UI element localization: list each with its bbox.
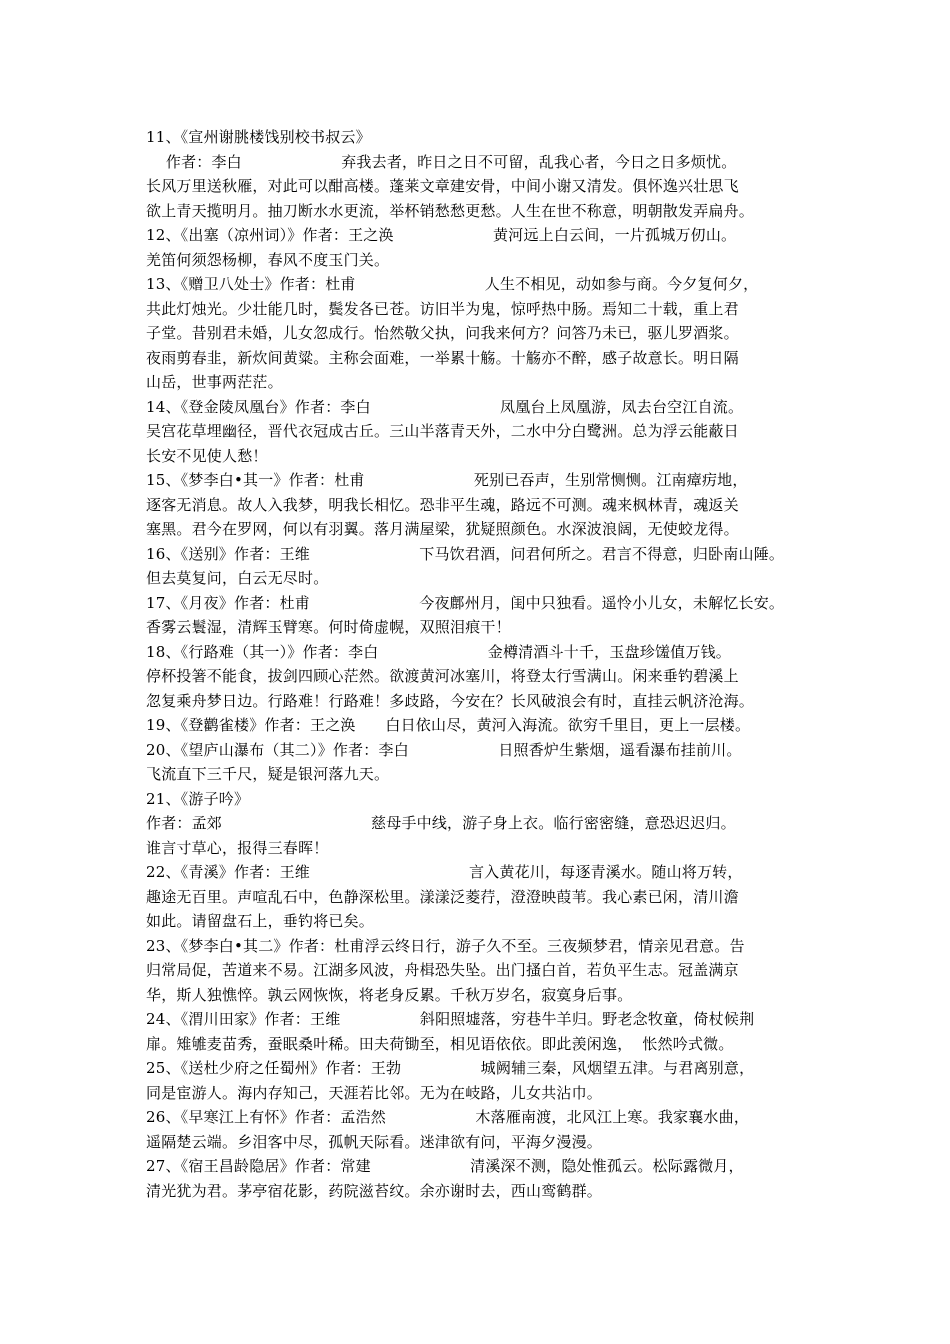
text-line: 长风万里送秋雁，对此可以酣高楼。蓬莱文章建安骨，中间小谢又清发。俱怀逸兴壮思飞 <box>146 177 739 195</box>
text-line: 清光犹为君。茅亭宿花影，药院滋苔纹。余亦谢时去，西山鸾鹤群。 <box>146 1181 603 1200</box>
text-line: 24、《渭川田家》作者：王维 斜阳照墟落，穷巷牛羊归。野老念牧童，倚杖候荆 <box>146 1010 755 1028</box>
text-line: 子堂。昔别君未婚，儿女忽成行。怡然敬父执，问我来何方？问答乃未已，驱儿罗酒浆。 <box>146 324 739 342</box>
text-line: 遥隔楚云端。乡泪客中尽，孤帆天际看。迷津欲有问，平海夕漫漫。 <box>146 1132 603 1151</box>
text-line: 停杯投箸不能食，拔剑四顾心茫然。欲渡黄河冰塞川，将登太行雪满山。闲来垂钓碧溪上 <box>146 667 739 685</box>
text-line: 谁言寸草心，报得三春晖！ <box>146 838 329 857</box>
text-line: 忽复乘舟梦日边。行路难！行路难！多歧路，今安在？长风破浪会有时，直挂云帆济沧海。 <box>146 691 755 710</box>
text-line: 归常局促，苦道来不易。江湖多风波，舟楫恐失坠。出门搔白首，若负平生志。冠盖满京 <box>146 961 739 979</box>
poem-text-body <box>146 125 826 1203</box>
text-line: 扉。雉雊麦苗秀，蚕眠桑叶稀。田夫荷锄至，相见语依依。即此羡闲逸， 怅然吟式微。 <box>146 1034 734 1053</box>
text-line: 但去莫复问，白云无尽时。 <box>146 569 329 587</box>
text-line: 11、《宣州谢朓楼饯别校书叔云》 <box>146 128 371 146</box>
text-line: 23、《梦李白•其二》作者：杜甫浮云终日行，游子久不至。三夜频梦君，情亲见君意。告 <box>146 936 745 955</box>
text-line: 27、《宿王昌龄隐居》作者：常建 清溪深不测，隐处惟孤云。松际露微月， <box>146 1157 744 1175</box>
text-line: 塞黑。君今在罗网，何以有羽翼。落月满屋梁，犹疑照颜色。水深波浪阔，无使蛟龙得。 <box>146 520 739 538</box>
text-line: 长安不见使人愁！ <box>146 446 268 465</box>
text-line: 华，斯人独憔悴。孰云网恢恢，将老身反累。千秋万岁名，寂寞身后事。 <box>146 985 633 1004</box>
text-line: 欲上青天揽明月。抽刀断水水更流，举杯销愁愁更愁。人生在世不称意，明朝散发弄扁舟。 <box>146 201 755 220</box>
text-line: 飞流直下三千尺，疑是银河落九天。 <box>146 765 390 783</box>
text-line: 如此。请留盘石上，垂钓将已矣。 <box>146 912 375 930</box>
text-line: 17、《月夜》作者：杜甫 今夜鄜州月，闺中只独看。遥怜小儿女，未解忆长安。 <box>146 593 785 612</box>
text-line: 15、《梦李白•其一》作者：杜甫 死别已吞声，生别常恻恻。江南瘴疠地， <box>146 471 748 489</box>
text-line: 作者：孟郊 慈母手中线，游子身上衣。临行密密缝，意恐迟迟归。 <box>146 814 736 832</box>
text-line: 同是宦游人。海内存知己，天涯若比邻。无为在岐路，儿女共沾巾。 <box>146 1083 603 1102</box>
text-line: 逐客无消息。故人入我梦，明我长相忆。恐非平生魂，路远不可测。魂来枫林青，魂返关 <box>146 495 739 514</box>
text-line: 16、《送别》作者：王维 下马饮君酒，问君何所之。君言不得意，归卧南山陲。 <box>146 544 785 563</box>
text-line: 羌笛何须怨杨柳，春风不度玉门关。 <box>146 250 390 269</box>
text-line: 山岳，世事两茫茫。 <box>146 373 283 391</box>
text-line: 吴宫花草埋幽径，晋代衣冠成古丘。三山半落青天外，二水中分白鹭洲。总为浮云能蔽日 <box>146 422 739 440</box>
text-line: 18、《行路难（其一）》作者：李白 金樽清酒斗十千，玉盘珍馐值万钱。 <box>146 642 731 661</box>
text-line: 14、《登金陵凤凰台》作者：李白 凤凰台上凤凰游，凤去台空江自流。 <box>146 397 744 416</box>
text-line: 夜雨剪春韭，新炊间黄粱。主称会面难，一举累十觞。十觞亦不醉，感子故意长。明日隔 <box>146 348 739 367</box>
text-line: 12、《出塞（凉州词）》作者：王之涣 黄河远上白云间，一片孤城万仞山。 <box>146 226 737 244</box>
text-line: 共此灯烛光。少壮能几时，鬓发各已苍。访旧半为鬼，惊呼热中肠。焉知二十载，重上君 <box>146 299 739 318</box>
text-line: 21、《游子吟》 <box>146 789 250 808</box>
text-line: 22、《青溪》作者：王维 言入黄花川，每逐青溪水。随山将万转， <box>146 863 743 881</box>
text-line: 20、《望庐山瀑布（其二）》作者：李白 日照香炉生紫烟，遥看瀑布挂前川。 <box>146 740 742 759</box>
text-line: 作者：李白 弃我去者，昨日之日不可留，乱我心者，今日之日多烦忧。 <box>146 152 737 171</box>
text-line: 香雾云鬟湿，清辉玉臂寒。何时倚虚幌，双照泪痕干！ <box>146 618 511 636</box>
text-line: 19、《登鹳雀楼》作者：王之涣 白日依山尽，黄河入海流。欲穷千里目，更上一层楼。 <box>146 716 751 734</box>
text-line: 25、《送杜少府之任蜀州》作者：王勃 城阙辅三秦，风烟望五津。与君离别意， <box>146 1059 755 1077</box>
text-line: 26、《早寒江上有怀》作者：孟浩然 木落雁南渡，北风江上寒。我家襄水曲， <box>146 1108 750 1126</box>
text-line: 趣途无百里。声喧乱石中，色静深松里。漾漾泛菱荇，澄澄映葭苇。我心素已闲，清川澹 <box>146 887 739 906</box>
text-line: 13、《赠卫八处士》作者：杜甫 人生不相见，动如参与商。今夕复何夕， <box>146 275 759 293</box>
